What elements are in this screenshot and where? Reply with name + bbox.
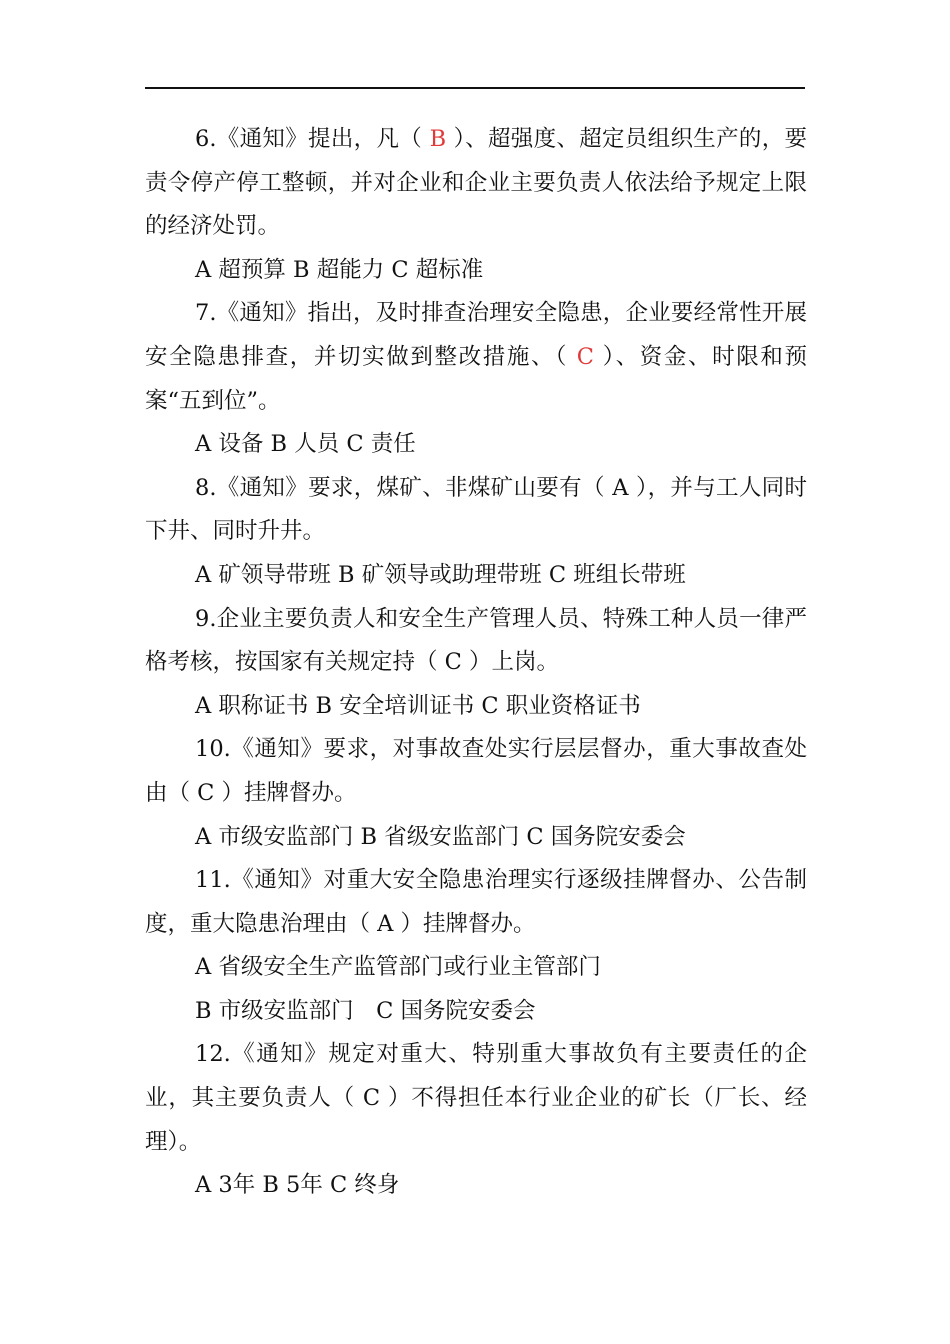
answer-options: A 矿领导带班 B 矿领导或助理带班 C 班组长带班 bbox=[195, 561, 686, 588]
question-6 bbox=[145, 118, 807, 292]
question-text: 11.《通知》对重大安全隐患治理实行逐级挂牌督办、公告制度，重大隐患治理由（ A ）挂牌督办。 bbox=[145, 867, 807, 937]
question-7 bbox=[145, 292, 807, 466]
question-11 bbox=[145, 859, 807, 1033]
answer-options: A 设备 B 人员 C 责任 bbox=[195, 431, 416, 458]
question-10 bbox=[145, 728, 807, 859]
answer-letter: B bbox=[429, 126, 447, 152]
answer-letter: A bbox=[612, 474, 629, 501]
question-text: 7.《通知》指出，及时排查治理安全隐患，企业要经常性开展安全隐患排查，并切实做到整改措施、（ C ）、资金、时限和预案“五到位”。 bbox=[145, 300, 808, 414]
answer-options: A 3年 B 5年 C 终身 bbox=[195, 1172, 400, 1199]
answer-options: A 省级安全生产监管部门或行业主管部门 bbox=[195, 954, 601, 981]
question-text: 8.《通知》要求，煤矿、非煤矿山要有（ A ），并与工人同时下井、同时升井。 bbox=[145, 474, 808, 545]
question-9 bbox=[145, 598, 807, 729]
answer-options: A 职称证书 B 安全培训证书 C 职业资格证书 bbox=[195, 692, 641, 719]
question-list bbox=[145, 118, 807, 1208]
question-text: 9.企业主要负责人和安全生产管理人员、特殊工种人员一律严格考核，按国家有关规定持（ C ）上岗。 bbox=[145, 605, 807, 676]
answer-letter: C bbox=[576, 343, 594, 370]
question-text: 12.《通知》规定对重大、特别重大事故负有主要责任的企业，其主要负责人（ C ）不得担任本行业企业的矿长（厂长、经理）。 bbox=[145, 1041, 807, 1155]
question-12 bbox=[145, 1033, 807, 1207]
header-rule bbox=[145, 87, 805, 89]
answer-letter: A bbox=[377, 910, 394, 937]
answer-options: A 超预算 B 超能力 C 超标准 bbox=[195, 256, 484, 283]
answer-letter: C bbox=[444, 649, 462, 676]
answer-options: A 市级安监部门 B 省级安监部门 C 国务院安委会 bbox=[195, 823, 686, 850]
answer-letter: C bbox=[362, 1085, 381, 1112]
question-text: 6.《通知》提出，凡（ B ）、超强度、超定员组织生产的，要责令停产停工整顿，并对企业和企业主要负责人依法给予规定上限的经济处罚。 bbox=[145, 126, 808, 240]
question-8 bbox=[145, 467, 807, 598]
question-text: 10.《通知》要求，对事故查处实行层层督办，重大事故查处由（ C ）挂牌督办。 bbox=[145, 736, 807, 806]
answer-options: B 市级安监部门 C 国务院安委会 bbox=[195, 997, 536, 1024]
answer-letter: C bbox=[197, 779, 215, 806]
